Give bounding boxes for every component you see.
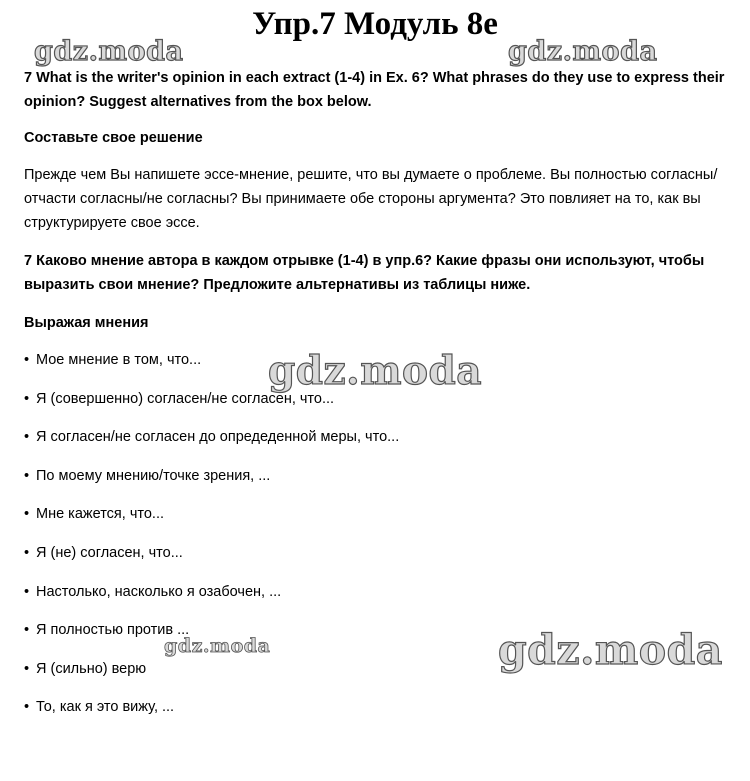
list-item-text: Я (совершенно) согласен/не согласен, что... (36, 390, 335, 407)
bullet-marker: • (24, 660, 30, 677)
list-item-text: По моему мнению/точке зрения, ... (36, 467, 271, 484)
list-item (24, 464, 730, 503)
list-item-text: Я (не) согласен, что... (36, 544, 183, 561)
watermark-bottom-right: gdz.moda (498, 626, 723, 674)
list-item-text: То, как я это вижу, ... (36, 699, 175, 716)
list-item (24, 502, 730, 541)
list-item-text: Я (сильно) верю (36, 660, 147, 677)
bullet-marker: • (24, 506, 30, 523)
bullet-marker: • (24, 699, 30, 716)
watermark-center: gdz.moda (268, 348, 483, 394)
list-item-text: Я согласен/не согласен до опредеденной меры, что... (36, 429, 400, 446)
list-item (24, 425, 730, 464)
bullet-marker: • (24, 467, 30, 484)
bullet-marker: • (24, 352, 30, 368)
list-item-text: Мое мнение в том, что... (36, 352, 202, 368)
watermark-small: gdz.moda (164, 635, 271, 657)
list-item (24, 580, 730, 619)
question-english: 7 What is the writer's opinion in each extract (1-4) in Ex. 6? What phrases do they use to express their opinion? Suggest alternatives from the box below. (24, 70, 725, 110)
intro-paragraph: Прежде чем Вы напишете эссе-мнение, решите, что вы думаете о проблеме. Вы полностью согласны/отчасти согласны/не согласны? Вы принимаете обе стороны аргумента? Это повлияет на то, как вы структурируете свое эссе. (24, 167, 718, 231)
watermark-top-left: gdz.moda (34, 36, 184, 67)
watermark-top-right: gdz.moda (508, 36, 658, 67)
bullet-marker: • (24, 390, 30, 407)
expressing-heading: Выражая мнения (24, 315, 149, 331)
bullet-marker: • (24, 429, 30, 446)
bullet-marker: • (24, 622, 30, 639)
bullet-marker: • (24, 544, 30, 561)
list-item-text: Мне кажется, что... (36, 506, 165, 523)
bullet-marker: • (24, 583, 30, 600)
phrase-list (24, 348, 730, 734)
list-item-text: Я полностью против ... (36, 622, 190, 639)
list-item (24, 695, 730, 734)
question-russian: 7 Каково мнение автора в каждом отрывке (1-4) в упр.6? Какие фразы они используют, чтобы выразить свои мнение? Предложите альтернативы из таблицы ниже. (24, 253, 705, 293)
list-item-text: Настолько, насколько я озабочен, ... (36, 583, 282, 600)
list-item (24, 541, 730, 580)
page-title: Упр.7 Модуль 8е (252, 6, 498, 42)
solve-heading: Составьте свое решение (24, 130, 203, 146)
